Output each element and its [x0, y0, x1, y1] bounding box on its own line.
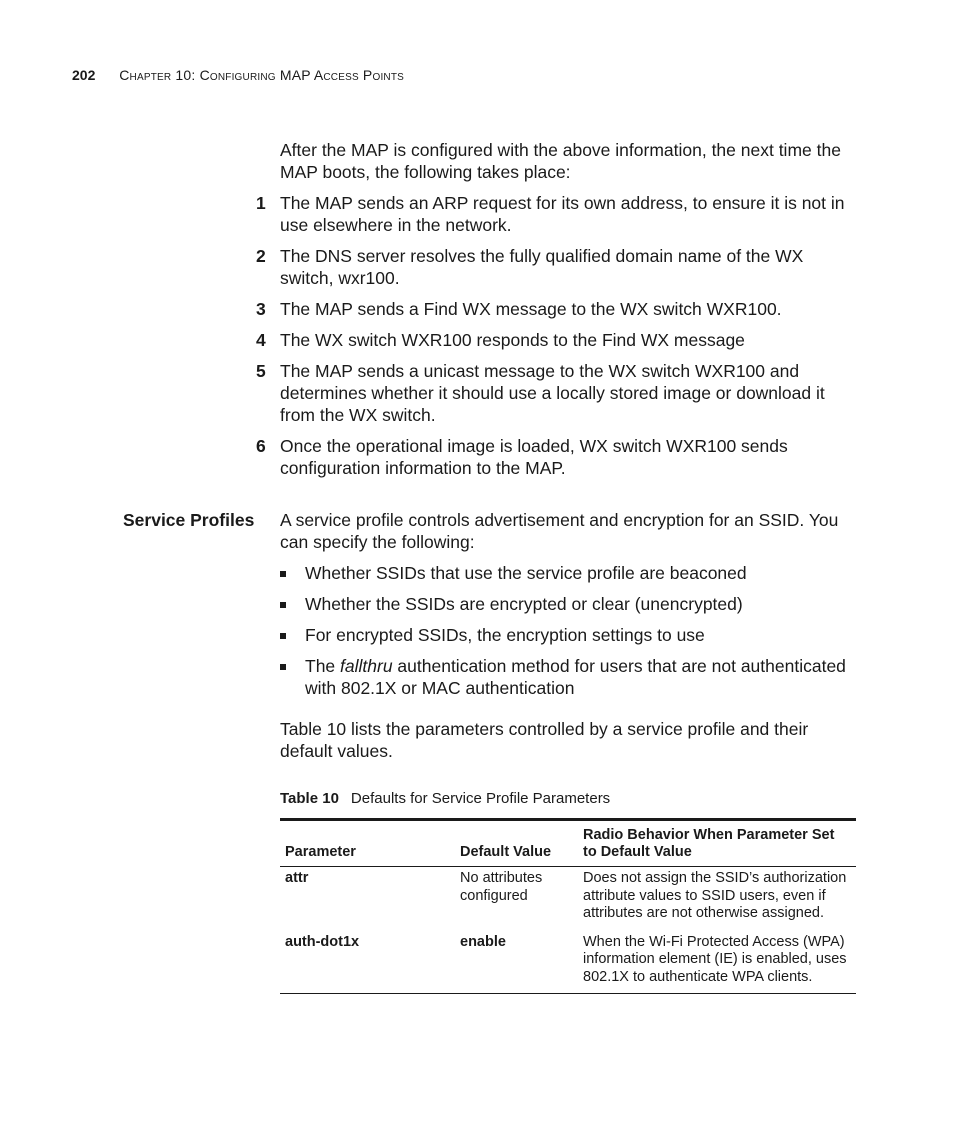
behavior-cell: When the Wi-Fi Protected Access (WPA) information element (IE) is enabled, uses 802.1X to authenticate WPA clients. [578, 931, 856, 994]
parameter-cell: attr [285, 870, 309, 886]
step-item [256, 192, 856, 236]
fallthru-term: fallthru [340, 656, 393, 676]
step-number: 2 [256, 246, 266, 266]
table-row [280, 867, 856, 931]
bullet-square-icon [280, 593, 305, 615]
bullet-text: Whether the SSIDs are encrypted or clear (unencrypted) [305, 594, 743, 614]
bullet-text: For encrypted SSIDs, the encryption settings to use [305, 625, 705, 645]
column-header-parameter: Parameter [280, 820, 455, 867]
section-intro-paragraph: A service profile controls advertisement and encryption for an SSID. You can specify the following: [280, 510, 839, 552]
step-text: The MAP sends a unicast message to the WX switch WXR100 and determines whether it should use a locally stored image or download it from the WX switch. [280, 361, 825, 425]
table-reference-paragraph: Table 10 lists the parameters controlled by a service profile and their default values. [280, 719, 809, 761]
step-item [256, 245, 856, 289]
section-heading: Service Profiles [123, 510, 255, 530]
table-caption-text: Defaults for Service Profile Parameters [350, 790, 611, 807]
bullet-item [280, 562, 855, 584]
bullet-text [305, 655, 855, 699]
bullet-square-icon [280, 655, 305, 699]
page-header [72, 67, 404, 83]
parameter-cell: auth-dot1x [280, 931, 455, 994]
bullet-square-icon [280, 624, 305, 646]
bullet-text-end: authentication method for users that are not authenticated with 802.1X or MAC authentication [305, 656, 846, 698]
step-text: The WX switch WXR100 responds to the Find WX message [280, 330, 745, 350]
step-item [256, 435, 856, 479]
bullet-text-start: The [305, 656, 341, 676]
step-number: 4 [256, 330, 266, 350]
step-text: The MAP sends a Find WX message to the WX switch WXR100. [280, 299, 782, 319]
step-number: 6 [256, 436, 266, 456]
service-profile-defaults-table [280, 818, 856, 994]
options-bullet-list [280, 562, 855, 708]
bullet-item [280, 593, 855, 615]
step-item [256, 298, 856, 320]
bullet-item [280, 624, 855, 646]
table-row [280, 931, 856, 994]
step-text: The DNS server resolves the fully qualified domain name of the WX switch, wxr100. [280, 246, 804, 288]
step-number: 5 [256, 361, 266, 381]
page-number: 202 [72, 67, 96, 83]
table-header-row [280, 820, 856, 867]
step-number: 3 [256, 299, 266, 319]
step-text: Once the operational image is loaded, WX switch WXR100 sends configuration information to the MAP. [280, 436, 788, 478]
bullet-square-icon [280, 562, 305, 584]
step-text: The MAP sends an ARP request for its own address, to ensure it is not in use elsewhere in the network. [280, 193, 845, 235]
default-value-cell: No attributes configured [460, 870, 543, 904]
bullet-text: Whether SSIDs that use the service profile are beaconed [305, 563, 747, 583]
behavior-cell: Does not assign the SSID’s authorization attribute values to SSID users, even if attributes are not otherwise assigned. [583, 870, 847, 921]
intro-paragraph: After the MAP is configured with the above information, the next time the MAP boots, the following takes place: [280, 140, 841, 182]
bullet-item [280, 655, 855, 699]
boot-steps-list [256, 192, 856, 488]
step-number: 1 [256, 193, 266, 213]
default-value-cell: enable [455, 931, 578, 994]
step-item [256, 329, 856, 351]
table-caption-label: Table 10 [280, 790, 339, 807]
column-header-default-value: Default Value [455, 820, 578, 867]
table-caption [280, 789, 610, 809]
step-item [256, 360, 856, 426]
chapter-title: Chapter 10: Configuring MAP Access Points [119, 67, 405, 83]
column-header-radio-behavior: Radio Behavior When Parameter Set to Default Value [578, 820, 856, 867]
